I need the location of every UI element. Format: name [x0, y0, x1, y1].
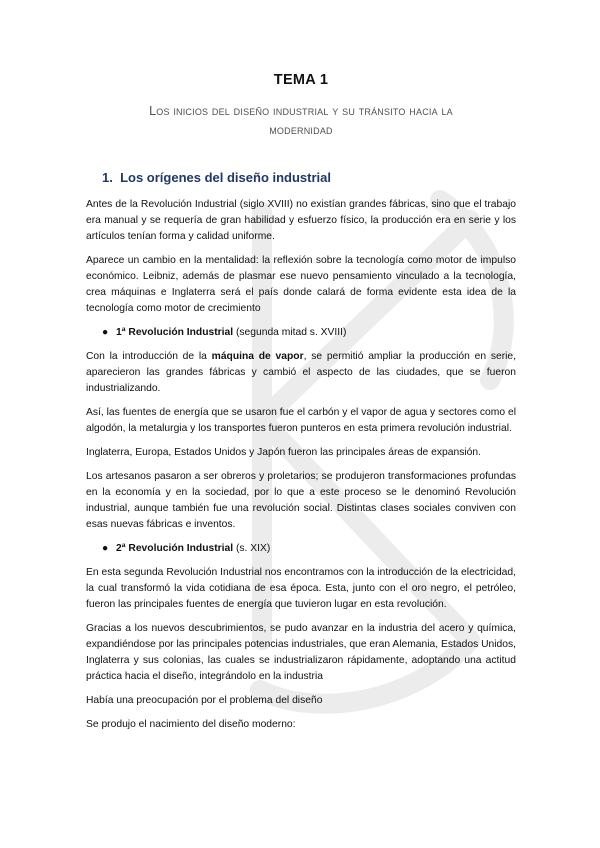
paragraph-4: Así, las fuentes de energía que se usaron fue el carbón y el vapor de agua y sectores como el algodón, la metalurgia y los transportes fueron punteros en esta primera revolución industrial. [86, 407, 516, 434]
paragraph-2: Aparece un cambio en la mentalidad: la reflexión sobre la tecnología como motor de impulso económico. Leibniz, además de plasmar ese nuevo pensamiento vinculado a la tecnología, crea máquinas e Inglaterra será el país donde calará de forma evidente esta idea de la tecnología como motor de crecimiento [86, 255, 516, 314]
section-heading [102, 170, 516, 185]
paragraph-7: En esta segunda Revolución Industrial nos encontramos con la introducción de la electricidad, la cual transformó la vida cotidiana de esa época. Esta, junto con el oro negro, el petróleo, fueron las principales fuentes de energía que tuvieron lugar en esta revolución. [86, 567, 516, 610]
bullet-text [116, 325, 346, 341]
paragraph-10: Se produjo el nacimiento del diseño moderno: [86, 719, 296, 730]
bullet-first-revolution [86, 325, 516, 341]
bullet-second-revolution [86, 541, 516, 557]
paragraph-3-end: , se permitió ampliar la producción en serie, aparecieron las grandes fábricas y cambió el aspecto de las ciudades, que se fueron industrializando. [86, 351, 516, 394]
paragraph-1: Antes de la Revolución Industrial (siglo XVIII) no existían grandes fábricas, sino que el trabajo era manual y se requería de gran habilidad y esfuerzo físico, la producción era en serie y los artículos tenían forma y calidad uniforme. [86, 199, 516, 242]
section-number: 1. [102, 170, 113, 185]
paragraph-3 [86, 349, 516, 397]
bullet-icon: ● [102, 327, 109, 338]
bullet-bold-text: 1ª Revolución Industrial [116, 327, 234, 338]
bullet-icon: ● [102, 543, 109, 554]
document-subtitle [86, 102, 516, 140]
paragraph-3-start: Con la introducción de la [86, 351, 212, 362]
paragraph-3-bold: máquina de vapor [211, 351, 304, 362]
bullet-rest-text: (s. XIX) [233, 543, 271, 554]
bullet-text [116, 541, 270, 557]
paragraph-6: Los artesanos pasaron a ser obreros y proletarios; se produjeron transformaciones profundas en la economía y en la sociedad, por lo que a este proceso se le denominó Revolución industrial, aunque también fue una revolución social. Distintas clases sociales conviven con esas nuevas fábricas e inventos. [86, 471, 516, 530]
subtitle-line-2: modernidad [269, 123, 333, 137]
section-title: Los orígenes del diseño industrial [120, 170, 332, 185]
bullet-bold-text: 2ª Revolución Industrial [116, 543, 234, 554]
paragraph-5: Inglaterra, Europa, Estados Unidos y Japón fueron las principales áreas de expansión. [86, 447, 481, 458]
document-content [86, 72, 516, 741]
subtitle-line-1: Los inicios del diseño industrial y su tránsito hacia la [149, 104, 453, 118]
paragraph-8: Gracias a los nuevos descubrimientos, se pudo avanzar en la industria del acero y química, expandiéndose por las principales potencias industriales, que eran Alemania, Estados Unidos, Inglaterra y sus colonias, las cuales se industrializaron rápidamente, adoptando una actitud práctica hacia el diseño, integrándolo en la industria [86, 623, 516, 682]
paragraph-9: Había una preocupación por el problema del diseño [86, 695, 323, 706]
document-title: TEMA 1 [273, 72, 329, 88]
bullet-rest-text: (segunda mitad s. XVIII) [233, 327, 347, 338]
